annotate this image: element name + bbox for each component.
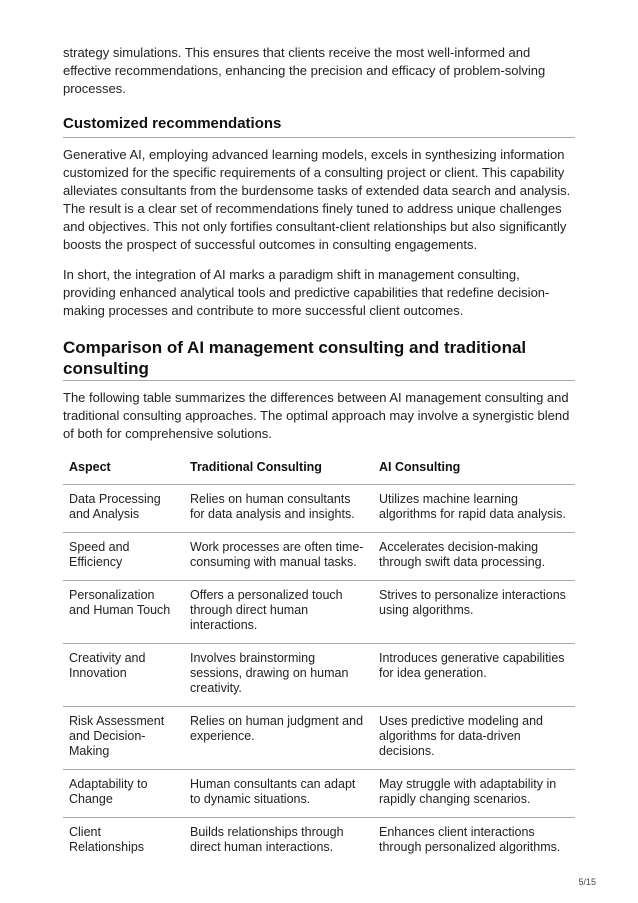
intro-paragraph-continued: strategy simulations. This ensures that clients receive the most well-informed and effective recommendations, enhancing the precision and efficacy of problem-solving processes.: [63, 45, 546, 96]
header-aspect: Aspect: [69, 460, 111, 474]
cell-ai: Strives to personalize interactions using algorithms.: [379, 588, 566, 617]
cell-ai: Introduces generative capabilities for idea generation.: [379, 651, 565, 680]
heading-divider: [63, 137, 575, 138]
cell-aspect: Creativity and Innovation: [69, 651, 146, 680]
cell-traditional: Relies on human consultants for data analysis and insights.: [190, 492, 355, 521]
table-row: [63, 581, 575, 644]
table-row: [63, 644, 575, 707]
cell-aspect: Client Relationships: [69, 825, 145, 854]
cell-aspect: Risk Assessment and Decision-Making: [69, 714, 165, 758]
table-row: [63, 485, 575, 533]
cell-ai: Enhances client interactions through personalized algorithms.: [379, 825, 561, 854]
table-row: [63, 707, 575, 770]
cell-ai: May struggle with adaptability in rapidly changing scenarios.: [379, 777, 557, 806]
page-number: 5/15: [578, 877, 596, 887]
table-header-row: [63, 452, 575, 485]
table-intro-paragraph: The following table summarizes the differences between AI management consulting and traditional consulting approaches. The optimal approach may involve a synergistic blend of both for comprehensive solutions.: [63, 390, 570, 441]
cell-traditional: Human consultants can adapt to dynamic situations.: [190, 777, 356, 806]
cell-ai: Accelerates decision-making through swift data processing.: [379, 540, 546, 569]
cell-aspect: Speed and Efficiency: [69, 540, 130, 569]
heading-divider: [63, 380, 575, 381]
cell-traditional: Builds relationships through direct human interactions.: [190, 825, 344, 854]
cell-aspect: Adaptability to Change: [69, 777, 148, 806]
table-row: [63, 770, 575, 818]
cell-ai: Utilizes machine learning algorithms for rapid data analysis.: [379, 492, 566, 521]
header-ai-consulting: AI Consulting: [379, 460, 461, 474]
cell-traditional: Relies on human judgment and experience.: [190, 714, 364, 743]
header-traditional-consulting: Traditional Consulting: [190, 460, 322, 474]
heading-comparison: Comparison of AI management consulting and traditional consulting: [63, 338, 527, 378]
customized-paragraph: Generative AI, employing advanced learning models, excels in synthesizing information customized for the specific requirements of a consulting project or client. This capability alleviates consultants from the burdensome tasks of extended data search and analysis. The result is a clear set of recommendations finely tuned to address unique challenges and objectives. This not only fortifies consultant-client relationships but also significantly boosts the prospect of successful outcomes in consulting engagements.: [63, 147, 571, 252]
summary-paragraph: In short, the integration of AI marks a paradigm shift in management consulting, providing enhanced analytical tools and predictive capabilities that redefine decision-making processes and contribute to more successful client outcomes.: [63, 267, 550, 318]
cell-aspect: Data Processing and Analysis: [69, 492, 161, 521]
heading-customized-recommendations: Customized recommendations: [63, 115, 282, 132]
table-row: [63, 818, 575, 866]
table-row: [63, 533, 575, 581]
cell-aspect: Personalization and Human Touch: [69, 588, 171, 617]
comparison-table: [63, 452, 575, 865]
cell-traditional: Involves brainstorming sessions, drawing on human creativity.: [190, 651, 349, 695]
cell-traditional: Work processes are often time-consuming with manual tasks.: [190, 540, 364, 569]
cell-ai: Uses predictive modeling and algorithms for data-driven decisions.: [379, 714, 543, 758]
cell-traditional: Offers a personalized touch through direct human interactions.: [190, 588, 343, 632]
